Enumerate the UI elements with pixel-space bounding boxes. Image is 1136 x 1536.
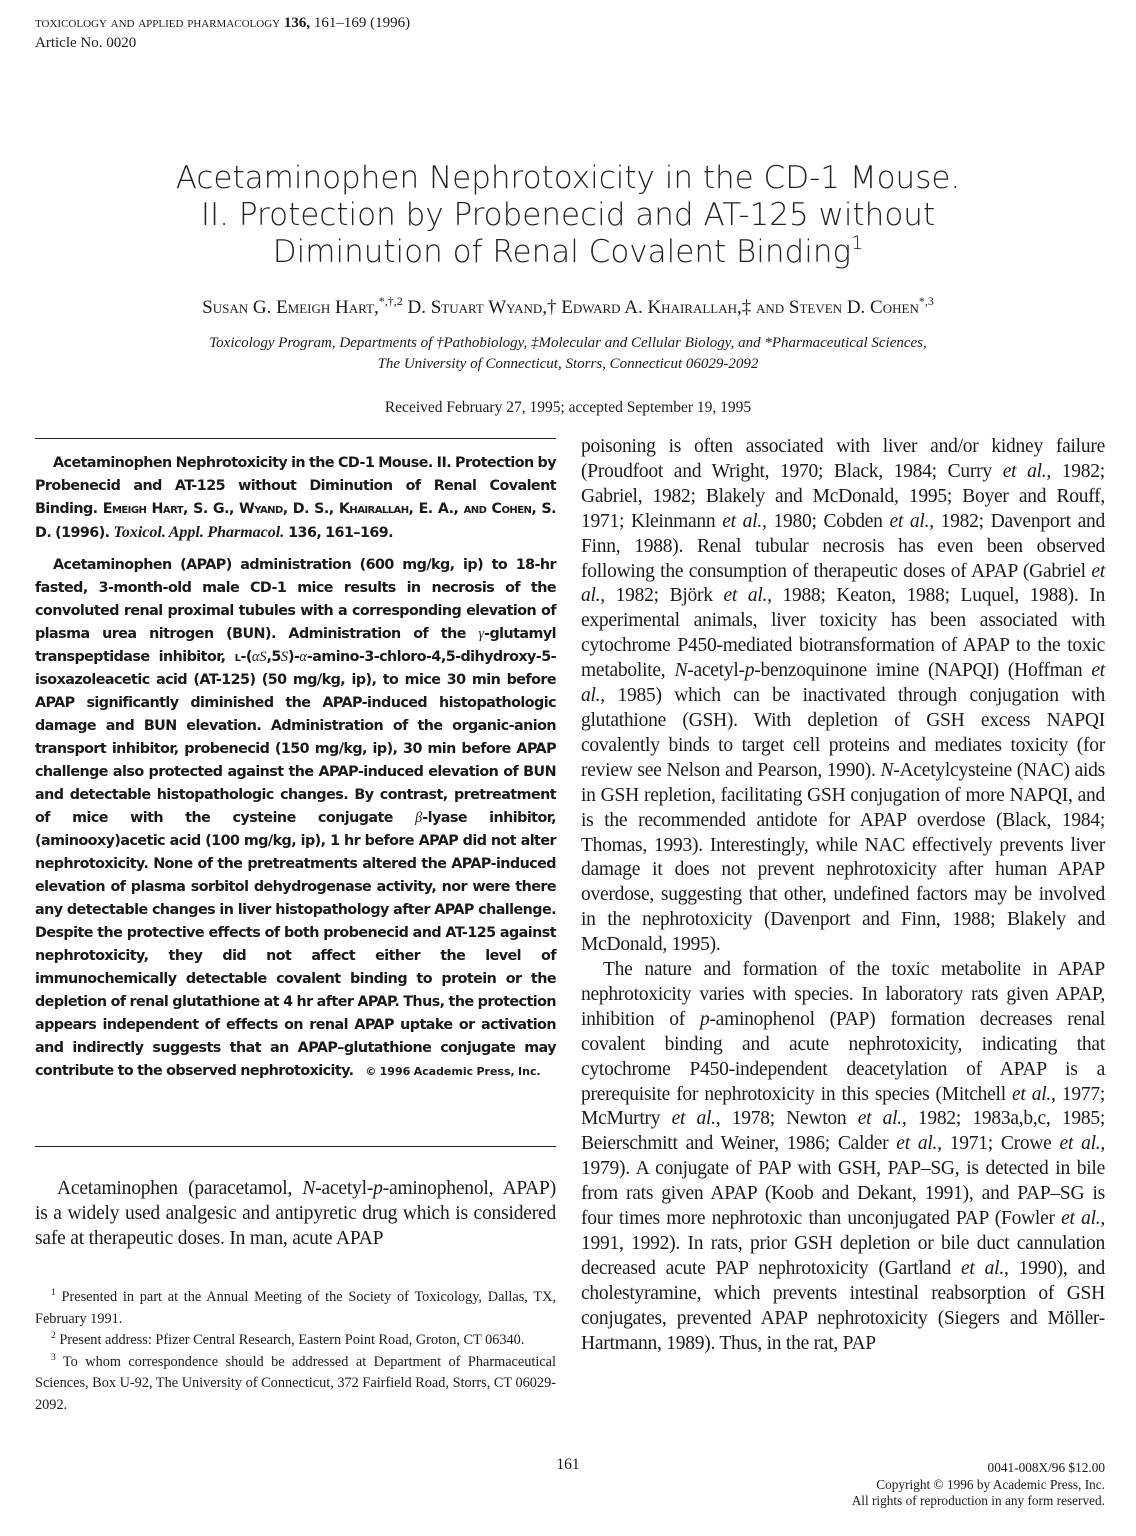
- footnote-2-mark: 2: [51, 1331, 56, 1341]
- title-line-3-text: Diminution of Renal Covalent Binding: [272, 234, 852, 270]
- rc-etal: et al.,: [722, 510, 767, 532]
- journal-header: [35, 14, 410, 33]
- rc-etal: et al.,: [581, 560, 1105, 607]
- abstract-text-2: -glutamyl transpeptidase inhibitor,: [35, 626, 556, 665]
- rc-text: 1978; Newton: [720, 1108, 858, 1130]
- rc-etal: et al.,: [857, 1108, 907, 1130]
- abstract-top-rule: [35, 438, 556, 439]
- intro-text-1: Acetaminophen (paracetamol,: [57, 1178, 303, 1199]
- rights-line: All rights of reproduction in any form reserved.: [851, 1493, 1105, 1508]
- rc-text: 1982; 1983a,b,c, 1985; Beierschmitt and Weiner, 1986; Calder: [581, 1108, 1105, 1155]
- abstract-body: [35, 554, 556, 1083]
- rc-text: 1982; Björk: [604, 585, 724, 607]
- journal-pages-year: 161–169 (1996): [310, 15, 411, 31]
- rc-text: -aminophenol (PAP) formation decreases renal covalent binding and acute nephrotoxicity, indicating that cytochrome P450-independent deacetylation of APAP is a prerequisite for nephrotoxicity in this species (Mitchell: [581, 1008, 1105, 1105]
- rc-text: 1991, 1992). In rats, prior GSH depletion or bile duct cannulation decreased acute PAP nephrotoxicity (Gartland: [581, 1233, 1105, 1279]
- right-column-text: [581, 435, 1105, 1357]
- alpha-symbol: α: [299, 649, 307, 665]
- abstract-text-1: Acetaminophen (APAP) administration (600 mg/kg, ip) to 18-hr fasted, 3-month-old male CD-1 mice results in necrosis of the convoluted renal proximal tubules with a corresponding elevation of plasma urea nitrogen (BUN). Administration of the: [35, 557, 556, 642]
- footnote-3: [35, 1352, 556, 1417]
- article-number: Article No. 0020: [35, 35, 137, 51]
- rc-etal: et al.,: [1002, 460, 1051, 482]
- rc-text: 1971; Crowe: [941, 1133, 1060, 1155]
- right-paragraph-1: [581, 435, 1105, 958]
- rc-etal: et al.,: [581, 660, 1105, 707]
- rc-text: -acetyl-: [687, 660, 745, 682]
- rc-etal: et al.,: [889, 510, 934, 532]
- article-title: [0, 160, 1136, 271]
- author-list: [0, 296, 1136, 320]
- publisher-info: [852, 1460, 1105, 1510]
- page-number: 161: [556, 1456, 580, 1473]
- citation-journal: Toxicol. Appl. Pharmacol.: [113, 524, 285, 541]
- footnote-3-mark: 3: [51, 1352, 56, 1363]
- beta-symbol: β: [415, 810, 423, 826]
- intro-text-2: -acetyl-: [315, 1178, 374, 1199]
- citation-authors: Emeigh Hart, S. G., Wyand, D. S., Khairallah, E. A., and Cohen, S. D. (1996).: [35, 501, 557, 541]
- rc-italic-p: p: [699, 1008, 710, 1030]
- abstract-text-5: )-: [287, 649, 300, 665]
- abstract-citation: [35, 452, 556, 545]
- rc-etal: et al.,: [961, 1257, 1009, 1279]
- abstract-text-7: -lyase inhibitor, (aminooxy)acetic acid (100 mg/kg, ip), 1 hr before APAP did not alter nephrotoxicity. None of the pretreatments altered the APAP-induced elevation of plasma sorbitol dehydrogenase activity, nor were there any detectable changes in liver histopathology after APAP challenge. Despite the protective effects of both probenecid and AT-125 against nephrotoxicity, they did not affect either the level of immunochemically detectable covalent binding to protein or the depletion of renal glutathione at 4 hr after APAP. Thus, the protection appears independent of effects on renal APAP uptake or activation and indirectly suggests that an APAP–glutathione conjugate may contribute to the observed nephrotoxicity.: [35, 810, 557, 1079]
- rc-text: 1977; McMurtry: [581, 1083, 1105, 1130]
- author-1-marks: *,†,2: [378, 294, 403, 308]
- intro-text-3: -aminophenol, APAP) is a widely used analgesic and antipyretic drug which is considered safe at therapeutic doses. In man, acute APAP: [35, 1178, 556, 1249]
- l-prefix: l: [234, 649, 241, 665]
- alpha-s-symbol: αS: [251, 649, 267, 665]
- abstract-text-3: -(: [240, 649, 252, 665]
- affiliation-line-2: The University of Connecticut, Storrs, Connecticut 06029-2092: [377, 356, 759, 372]
- abstract-text-4: ,5: [266, 649, 281, 665]
- rc-text: -benzoquinone imine (NAPQI) (Hoffman: [754, 660, 1092, 682]
- copyright-line: Copyright © 1996 by Academic Press, Inc.: [876, 1476, 1105, 1492]
- issn-price: 0041-008X/96 $12.00: [987, 1460, 1105, 1475]
- intro-italic-n: N: [302, 1178, 316, 1199]
- rc-text: 1979). A conjugate of PAP with GSH, PAP–SG, is detected in bile from rats given APAP (Koob and Dekant, 1991), and PAP–SG is four times more nephrotoxic than unconjugated PAP (Fowler: [581, 1158, 1105, 1230]
- introduction-paragraph: [35, 1176, 556, 1251]
- abstract: [35, 452, 556, 1083]
- title-line-3: [0, 234, 1136, 271]
- affiliation-line-1: Toxicology Program, Departments of †Pathobiology, ‡Molecular and Cellular Biology, and *Pharmaceutical Sciences,: [209, 335, 927, 351]
- title-line-1: Acetaminophen Nephrotoxicity in the CD-1 Mouse.: [175, 160, 961, 196]
- rc-etal: et al.,: [1012, 1083, 1056, 1105]
- journal-volume: 136,: [283, 15, 311, 31]
- author-4-marks: *,3: [918, 294, 934, 308]
- intro-italic-p: p: [373, 1178, 383, 1199]
- title-footnote-mark: 1: [851, 232, 864, 254]
- rc-text: 1990), and cholestyramine, which prevents intestinal reabsorption of GSH conjugates, prevented APAP nephrotoxicity (Siegers and Möller-Hartmann, 1989). Thus, in the rat, PAP: [581, 1257, 1105, 1354]
- received-dates: Received February 27, 1995; accepted September 19, 1995: [384, 399, 752, 416]
- rc-italic-p: p: [744, 660, 755, 682]
- author-1: Susan G. Emeigh Hart,: [202, 297, 379, 318]
- footnote-1-text: Presented in part at the Annual Meeting of the Society of Toxicology, Dallas, TX, February 1991.: [35, 1289, 556, 1327]
- journal-name: toxicology and applied pharmacology: [35, 15, 281, 31]
- footnotes: [35, 1287, 556, 1416]
- footnote-2-text: Present address: Pfizer Central Research, Eastern Point Road, Groton, CT 06340.: [55, 1332, 525, 1348]
- abstract-copyright: © 1996 Academic Press, Inc.: [365, 1065, 541, 1078]
- gamma-symbol: γ: [478, 626, 485, 642]
- rc-etal: et al.,: [723, 585, 772, 607]
- rc-text: 1982; Davenport and Finn, 1988). Renal tubular necrosis has even been observed following the consumption of therapeutic doses of APAP (Gabriel: [581, 510, 1105, 582]
- footnote-2: [35, 1330, 556, 1352]
- rc-italic-n: N: [880, 759, 894, 781]
- title-line-2: II. Protection by Probenecid and AT-125 without: [200, 197, 936, 233]
- author-2-4: D. Stuart Wyand,† Edward A. Khairallah,‡ and Steven D. Cohen: [402, 297, 919, 318]
- rc-text: The nature and formation of the toxic metabolite in APAP nephrotoxicity varies with species. In laboratory rats given APAP, inhibition of: [581, 959, 1105, 1030]
- rc-text: -Acetylcysteine (NAC) aids in GSH repletion, facilitating GSH conjugation of more NAPQI, and is the recommended antidote for APAP overdose (Black, 1984; Thomas, 1993). Interestingly, while NAC effectively prevents liver damage it does not prevent nephrotoxicity after human APAP overdose, suggesting that other, undefined factors may be involved in the nephrotoxicity (Davenport and Finn, 1988; Blakely and McDonald, 1995).: [581, 759, 1105, 956]
- abstract-bottom-rule: [35, 1146, 556, 1147]
- rc-etal: et al.,: [1059, 1133, 1105, 1155]
- footnote-3-text: To whom correspondence should be addressed at Department of Pharmaceutical Sciences, Box U-92, The University of Connecticut, 372 Fairfield Road, Storrs, CT 06029-2092.: [35, 1353, 556, 1413]
- rc-text: 1985) which can be inactivated through conjugation with glutathione (GSH). With depletion of GSH excess NAPQI covalently binds to target cell proteins and mediates toxicity (for review see Nelson and Pearson, 1990).: [581, 685, 1105, 781]
- rc-text: poisoning is often associated with liver and/or kidney failure (Proudfoot and Wright, 1970; Black, 1984; Curry: [581, 436, 1105, 482]
- rc-text: 1980; Cobden: [766, 510, 890, 532]
- rc-etal: et al.,: [1061, 1208, 1105, 1230]
- rc-etal: et al.,: [896, 1133, 942, 1155]
- rc-text: 1982; Gabriel, 1982; Blakely and McDonald, 1995; Boyer and Rouff, 1971; Kleinmann: [581, 460, 1105, 532]
- s-symbol: S: [280, 649, 288, 665]
- citation-title: Acetaminophen Nephrotoxicity in the CD-1 Mouse. II. Protection by Probenecid and AT-125 without Diminution of Renal Covalent Binding.: [35, 455, 557, 517]
- right-paragraph-2: [581, 958, 1105, 1357]
- rc-etal: et al.,: [671, 1108, 721, 1130]
- footnote-1: [35, 1287, 556, 1330]
- footnote-1-mark: 1: [51, 1288, 56, 1298]
- citation-volume: 136, 161–169.: [284, 525, 394, 541]
- rc-text: 1988; Keaton, 1988; Luquel, 1988). In experimental animals, liver toxicity has been associated with cytochrome P450-mediated biotransformation of APAP to the toxic metabolite,: [581, 585, 1105, 682]
- rc-italic-n: N: [674, 660, 688, 682]
- abstract-text-6: -amino-3-chloro-4,5-dihydroxy-5-isoxazoleacetic acid (AT-125) (50 mg/kg, ip), to mice 30 min before APAP significantly diminished the APAP-induced histopathologic damage and BUN elevation. Administration of the organic-anion transport inhibitor, probenecid (150 mg/kg, ip), 30 min before APAP challenge also protected against the APAP-induced elevation of BUN and detectable histopathologic changes. By contrast, pretreatment of mice with the cysteine conjugate: [35, 649, 556, 826]
- affiliation: [0, 333, 1136, 375]
